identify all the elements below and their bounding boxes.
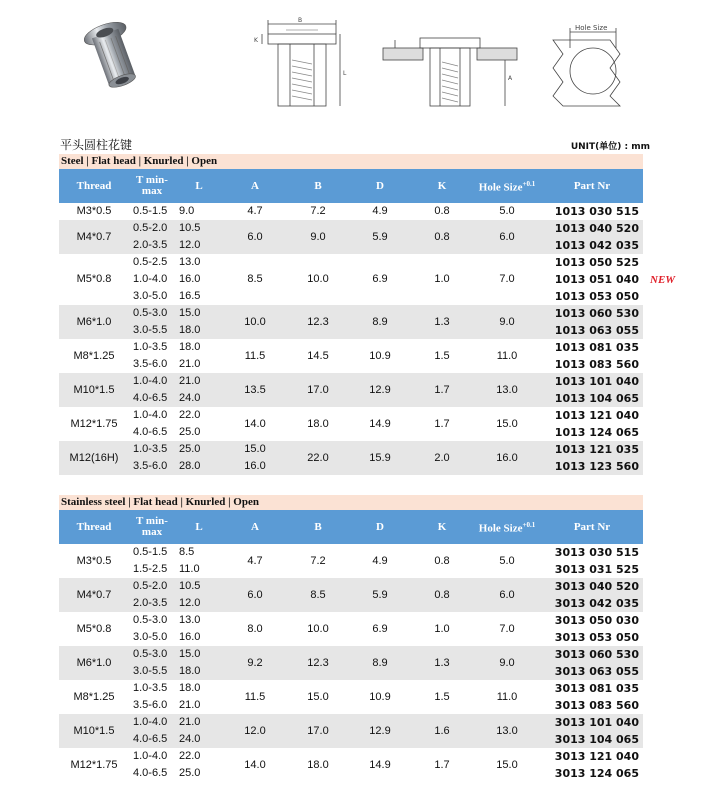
dim-l-label: L (343, 70, 347, 77)
length-cell: 22.0 25.0 (175, 748, 223, 782)
hole-size-cell: 6.0 (473, 578, 541, 612)
length-cell: 13.0 16.0 (175, 612, 223, 646)
a-cell: 14.0 (223, 748, 287, 782)
thread-cell: M10*1.5 (59, 373, 129, 407)
part-number-cell: 3013 101 040 3013 104 065 (541, 714, 643, 748)
table-row (59, 748, 643, 782)
a-cell: 6.0 (223, 578, 287, 612)
k-cell: 0.8 (411, 220, 473, 254)
column-header: Thread (59, 510, 129, 544)
length-cell: 10.5 12.0 (175, 220, 223, 254)
table-row (59, 339, 643, 373)
b-cell: 7.2 (287, 544, 349, 578)
tminmax-cell: 1.0-3.5 3.5-6.0 (129, 680, 175, 714)
k-cell: 1.0 (411, 612, 473, 646)
thread-cell: M10*1.5 (59, 714, 129, 748)
b-cell: 12.3 (287, 305, 349, 339)
a-cell: 4.7 (223, 203, 287, 220)
column-header: A (223, 510, 287, 544)
k-cell: 0.8 (411, 544, 473, 578)
k-cell: 0.8 (411, 203, 473, 220)
k-cell: 1.6 (411, 714, 473, 748)
length-cell: 15.0 18.0 (175, 646, 223, 680)
page-title: 平头圆柱花键 (60, 138, 133, 152)
b-cell: 17.0 (287, 373, 349, 407)
table-row (59, 578, 643, 612)
part-number-cell: 3013 081 035 3013 083 560 (541, 680, 643, 714)
k-cell: 1.3 (411, 305, 473, 339)
thread-cell: M4*0.7 (59, 220, 129, 254)
d-cell: 6.9 (349, 254, 411, 305)
length-cell: 8.5 11.0 (175, 544, 223, 578)
dim-a-label: A (508, 75, 513, 82)
hole-size-cell: 15.0 (473, 407, 541, 441)
part-number-cell: 3013 040 520 3013 042 035 (541, 578, 643, 612)
installation-drawing (383, 38, 517, 106)
column-header: D (349, 510, 411, 544)
hole-size-cell: 7.0 (473, 612, 541, 646)
d-cell: 8.9 (349, 305, 411, 339)
thread-cell: M8*1.25 (59, 339, 129, 373)
table-row (59, 544, 643, 578)
column-header: L (175, 510, 223, 544)
length-cell: 13.0 16.0 16.5 (175, 254, 223, 305)
a-cell: 13.5 (223, 373, 287, 407)
part-number-cell: 1013 081 035 1013 083 560 (541, 339, 643, 373)
b-cell: 18.0 (287, 407, 349, 441)
k-cell: 1.5 (411, 680, 473, 714)
tminmax-cell: 0.5-2.0 2.0-3.5 (129, 220, 175, 254)
tminmax-cell: 1.0-4.0 4.0-6.5 (129, 748, 175, 782)
column-header: Part Nr (541, 169, 643, 203)
column-header: Hole Size$^{+0.1}$ (473, 510, 541, 544)
hole-size-cell: 11.0 (473, 339, 541, 373)
thread-cell: M6*1.0 (59, 646, 129, 680)
tminmax-cell: 1.0-3.5 3.5-6.0 (129, 441, 175, 475)
table-row (59, 220, 643, 254)
k-cell: 1.7 (411, 373, 473, 407)
figures-svg (0, 0, 712, 130)
column-header: K (411, 510, 473, 544)
a-cell: 8.0 (223, 612, 287, 646)
tminmax-cell: 0.5-3.0 3.0-5.5 (129, 646, 175, 680)
thread-cell: M8*1.25 (59, 680, 129, 714)
a-cell: 14.0 (223, 407, 287, 441)
length-cell: 15.0 18.0 (175, 305, 223, 339)
table-row (59, 373, 643, 407)
tminmax-cell: 1.0-4.0 4.0-6.5 (129, 373, 175, 407)
tminmax-cell: 0.5-2.0 2.0-3.5 (129, 578, 175, 612)
steel-section-title: Steel | Flat head | Knurled | Open (59, 154, 643, 169)
length-cell: 9.0 (175, 203, 223, 220)
part-number-cell: 1013 060 530 1013 063 055 (541, 305, 643, 339)
rivet-nut-photo (81, 18, 144, 93)
column-header: L (175, 169, 223, 203)
a-cell: 10.0 (223, 305, 287, 339)
tminmax-cell: 1.0-4.0 4.0-6.5 (129, 407, 175, 441)
b-cell: 10.0 (287, 612, 349, 646)
column-header: B (287, 169, 349, 203)
part-number-cell: 3013 030 515 3013 031 525 (541, 544, 643, 578)
length-cell: 22.0 25.0 (175, 407, 223, 441)
length-cell: 21.0 24.0 (175, 714, 223, 748)
tminmax-cell: 0.5-3.0 3.0-5.5 (129, 305, 175, 339)
d-cell: 4.9 (349, 203, 411, 220)
column-header: T min-max (129, 169, 175, 203)
tminmax-cell: 1.0-4.0 4.0-6.5 (129, 714, 175, 748)
length-cell: 18.0 21.0 (175, 339, 223, 373)
k-cell: 1.0 (411, 254, 473, 305)
hole-size-cell: 15.0 (473, 748, 541, 782)
hole-size-cell: 13.0 (473, 373, 541, 407)
tminmax-cell: 1.0-3.5 3.5-6.0 (129, 339, 175, 373)
thread-cell: M4*0.7 (59, 578, 129, 612)
a-cell: 11.5 (223, 680, 287, 714)
column-header: K (411, 169, 473, 203)
part-number-cell: 3013 121 040 3013 124 065 (541, 748, 643, 782)
b-cell: 9.0 (287, 220, 349, 254)
d-cell: 12.9 (349, 373, 411, 407)
hole-size-label: Hole Size (575, 24, 608, 32)
column-header: Thread (59, 169, 129, 203)
k-cell: 1.7 (411, 407, 473, 441)
hole-size-cell: 9.0 (473, 646, 541, 680)
thread-cell: M5*0.8 (59, 254, 129, 305)
b-cell: 17.0 (287, 714, 349, 748)
hole-size-cell: 9.0 (473, 305, 541, 339)
d-cell: 12.9 (349, 714, 411, 748)
d-cell: 5.9 (349, 220, 411, 254)
d-cell: 8.9 (349, 646, 411, 680)
part-number-cell: 1013 101 040 1013 104 065 (541, 373, 643, 407)
hole-size-cell: 13.0 (473, 714, 541, 748)
b-cell: 7.2 (287, 203, 349, 220)
column-header: Part Nr (541, 510, 643, 544)
part-number-cell: 1013 030 515 (541, 203, 643, 220)
hole-size-cell: 16.0 (473, 441, 541, 475)
hole-tolerance: +0.1 (522, 520, 536, 529)
table-row (59, 612, 643, 646)
table-row (59, 305, 643, 339)
column-header: T min-max (129, 510, 175, 544)
a-cell: 4.7 (223, 544, 287, 578)
thread-cell: M6*1.0 (59, 305, 129, 339)
column-header: Hole Size$^{+0.1}$ (473, 169, 541, 203)
hole-size-drawing (553, 28, 620, 106)
thread-cell: M5*0.8 (59, 612, 129, 646)
hole-size-cell: 7.0 (473, 254, 541, 305)
a-cell: 12.0 (223, 714, 287, 748)
k-cell: 1.3 (411, 646, 473, 680)
length-cell: 25.0 28.0 (175, 441, 223, 475)
unit-label: UNIT(单位) : mm (570, 142, 650, 152)
b-cell: 15.0 (287, 680, 349, 714)
a-cell: 6.0 (223, 220, 287, 254)
d-cell: 10.9 (349, 680, 411, 714)
tminmax-cell: 0.5-1.5 (129, 203, 175, 220)
k-cell: 1.7 (411, 748, 473, 782)
thread-cell: M3*0.5 (59, 203, 129, 220)
stainless-section-title: Stainless steel | Flat head | Knurled | Open (59, 495, 643, 510)
new-badge: NEW (650, 274, 676, 286)
d-cell: 4.9 (349, 544, 411, 578)
d-cell: 10.9 (349, 339, 411, 373)
thread-cell: M3*0.5 (59, 544, 129, 578)
d-cell: 6.9 (349, 612, 411, 646)
length-cell: 18.0 21.0 (175, 680, 223, 714)
d-cell: 14.9 (349, 748, 411, 782)
column-header: A (223, 169, 287, 203)
d-cell: 14.9 (349, 407, 411, 441)
length-cell: 10.5 12.0 (175, 578, 223, 612)
tminmax-cell: 0.5-1.5 1.5-2.5 (129, 544, 175, 578)
part-number-cell: 1013 040 520 1013 042 035 (541, 220, 643, 254)
hole-size-cell: 5.0 (473, 203, 541, 220)
hole-tolerance: +0.1 (522, 179, 536, 188)
b-cell: 12.3 (287, 646, 349, 680)
hole-size-cell: 6.0 (473, 220, 541, 254)
column-header: B (287, 510, 349, 544)
thread-cell: M12*1.75 (59, 748, 129, 782)
table-row (59, 441, 643, 475)
k-cell: 0.8 (411, 578, 473, 612)
table-row (59, 203, 643, 220)
table-row (59, 407, 643, 441)
d-cell: 5.9 (349, 578, 411, 612)
dim-b-label: B (298, 17, 303, 24)
k-cell: 1.5 (411, 339, 473, 373)
tminmax-cell: 0.5-2.5 1.0-4.0 3.0-5.0 (129, 254, 175, 305)
length-cell: 21.0 24.0 (175, 373, 223, 407)
dim-k-label: K (254, 37, 258, 44)
tminmax-cell: 0.5-3.0 3.0-5.0 (129, 612, 175, 646)
table-row (59, 646, 643, 680)
a-cell: 15.0 16.0 (223, 441, 287, 475)
a-cell: 9.2 (223, 646, 287, 680)
a-cell: 11.5 (223, 339, 287, 373)
dimension-drawing (262, 20, 340, 106)
part-number-cell: 3013 050 030 3013 053 050 (541, 612, 643, 646)
table-row (59, 254, 643, 305)
b-cell: 14.5 (287, 339, 349, 373)
table-row (59, 680, 643, 714)
d-cell: 15.9 (349, 441, 411, 475)
steel-spec-table (59, 169, 643, 475)
b-cell: 22.0 (287, 441, 349, 475)
part-number-cell: 1013 050 525 1013 051 040 1013 053 050 (541, 254, 643, 305)
b-cell: 18.0 (287, 748, 349, 782)
product-figures (0, 0, 712, 130)
thread-cell: M12*1.75 (59, 407, 129, 441)
part-number-cell: 1013 121 035 1013 123 560 (541, 441, 643, 475)
b-cell: 8.5 (287, 578, 349, 612)
part-number-cell: 1013 121 040 1013 124 065 (541, 407, 643, 441)
stainless-spec-table (59, 510, 643, 782)
a-cell: 8.5 (223, 254, 287, 305)
k-cell: 2.0 (411, 441, 473, 475)
part-number-cell: 3013 060 530 3013 063 055 (541, 646, 643, 680)
column-header: D (349, 169, 411, 203)
hole-size-cell: 11.0 (473, 680, 541, 714)
hole-size-cell: 5.0 (473, 544, 541, 578)
thread-cell: M12(16H) (59, 441, 129, 475)
b-cell: 10.0 (287, 254, 349, 305)
table-row (59, 714, 643, 748)
